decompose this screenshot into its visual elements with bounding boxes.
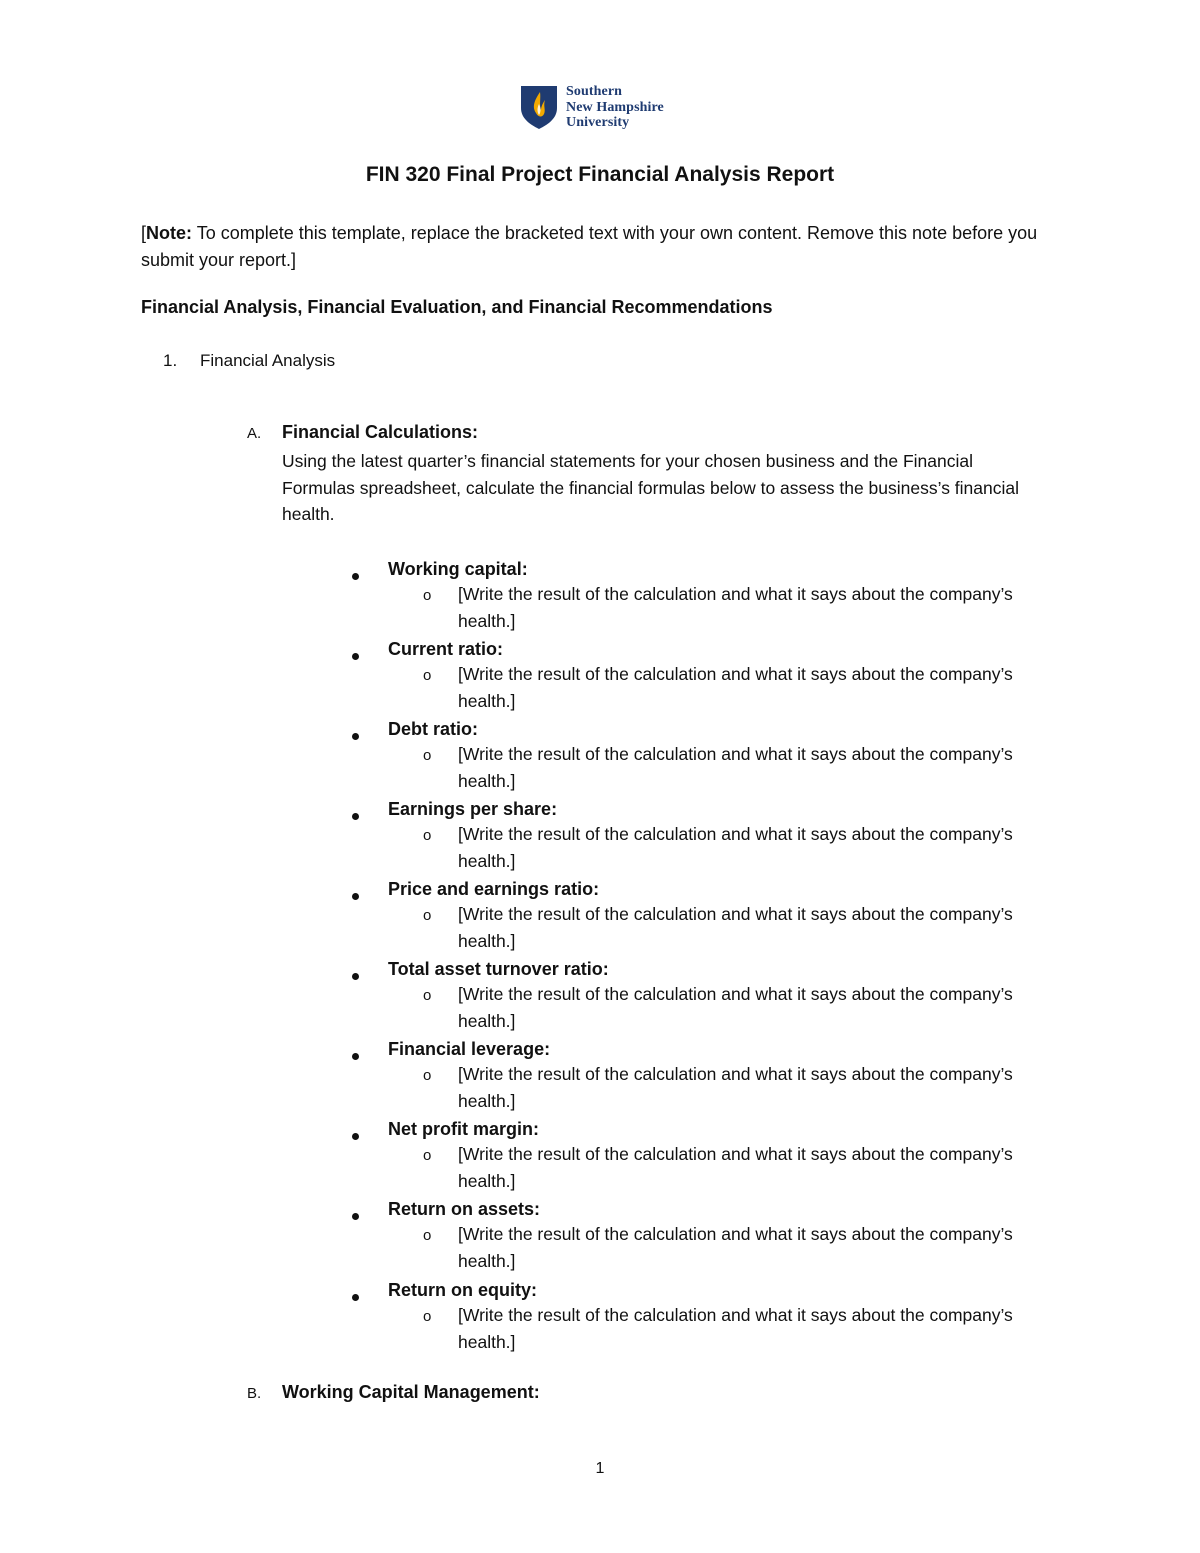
metric-placeholder: [Write the result of the calculation and what it says about the company’s health.] (458, 904, 1013, 951)
metric-item (0, 799, 1200, 887)
subsection-letter: B. (247, 1385, 262, 1402)
sub-bullet: o (423, 987, 432, 1004)
sub-bullet: o (423, 1227, 432, 1244)
bullet-dot (352, 893, 359, 900)
sub-bullet: o (423, 827, 432, 844)
metric-item (0, 959, 1200, 1047)
item-label: Financial Analysis (200, 351, 336, 370)
metric-label: Debt ratio: (388, 719, 478, 739)
metric-placeholder: [Write the result of the calculation and what it says about the company’s health.] (458, 824, 1013, 871)
sub-bullet: o (423, 1147, 432, 1164)
metric-item (0, 559, 1200, 647)
metric-item (0, 719, 1200, 807)
university-logo (519, 84, 664, 131)
page-title: FIN 320 Final Project Financial Analysis Report (365, 163, 835, 186)
metric-placeholder: [Write the result of the calculation and what it says about the company’s health.] (458, 1144, 1013, 1191)
note-label: Note: (146, 223, 193, 243)
bullet-dot (352, 653, 359, 660)
sub-bullet: o (423, 1067, 432, 1084)
metric-placeholder: [Write the result of the calculation and what it says about the company’s health.] (458, 1305, 1013, 1352)
metric-placeholder: [Write the result of the calculation and what it says about the company’s health.] (458, 1064, 1013, 1111)
metric-placeholder: [Write the result of the calculation and what it says about the company’s health.] (458, 664, 1013, 711)
sub-bullet: o (423, 667, 432, 684)
bullet-dot (352, 1294, 359, 1301)
metric-label: Total asset turnover ratio: (388, 959, 609, 979)
metric-item (0, 879, 1200, 967)
metric-placeholder: [Write the result of the calculation and what it says about the company’s health.] (458, 744, 1013, 791)
metric-item (0, 1199, 1200, 1287)
bullet-dot (352, 1053, 359, 1060)
item-number: 1. (163, 351, 178, 370)
metric-label: Return on assets: (388, 1199, 541, 1219)
section-heading: Financial Analysis, Financial Evaluation, and Financial Recommendations (141, 297, 773, 317)
sub-bullet: o (423, 587, 432, 604)
logo-line: New Hampshire (566, 99, 664, 115)
metric-placeholder: [Write the result of the calculation and what it says about the company’s health.] (458, 1224, 1013, 1271)
metric-item (0, 1119, 1200, 1207)
logo-wordmark (566, 84, 664, 131)
note-text: To complete this template, replace the bracketed text with your own content. Remove this note before you submit your report.] (141, 223, 1038, 270)
template-note (141, 220, 1061, 274)
metric-item (0, 1039, 1200, 1127)
bullet-dot (352, 973, 359, 980)
bullet-dot (352, 1133, 359, 1140)
bullet-dot (352, 1213, 359, 1220)
bullet-dot (352, 813, 359, 820)
bullet-dot (352, 733, 359, 740)
shield-flame-icon (519, 84, 559, 130)
metric-placeholder: [Write the result of the calculation and what it says about the company’s health.] (458, 584, 1013, 631)
metric-label: Net profit margin: (388, 1119, 539, 1139)
metric-placeholder: [Write the result of the calculation and what it says about the company’s health.] (458, 984, 1013, 1031)
metric-label: Working capital: (388, 559, 528, 579)
subsection-label: Working Capital Management: (282, 1382, 540, 1402)
page-number: 1 (595, 1460, 605, 1477)
bullet-dot (352, 573, 359, 580)
metric-item (0, 639, 1200, 727)
logo-line: University (566, 115, 630, 130)
subsection-description: Using the latest quarter’s financial statements for your chosen business and the Financial Formulas spreadsheet, calculate the financial formulas below to assess the business’s financial health. (282, 451, 1020, 524)
note-open-bracket: [ (141, 223, 147, 243)
metric-label: Current ratio: (388, 639, 504, 659)
numbered-item (163, 351, 335, 371)
metric-item (0, 1280, 1200, 1368)
metric-label: Return on equity: (388, 1280, 537, 1300)
subsection-letter: A. (247, 425, 262, 442)
sub-bullet: o (423, 907, 432, 924)
sub-bullet: o (423, 747, 432, 764)
subsection-label: Financial Calculations: (282, 422, 479, 442)
metric-label: Earnings per share: (388, 799, 558, 819)
logo-line: Southern (566, 84, 623, 99)
metric-label: Financial leverage: (388, 1039, 551, 1059)
sub-bullet: o (423, 1308, 432, 1325)
metric-label: Price and earnings ratio: (388, 879, 600, 899)
